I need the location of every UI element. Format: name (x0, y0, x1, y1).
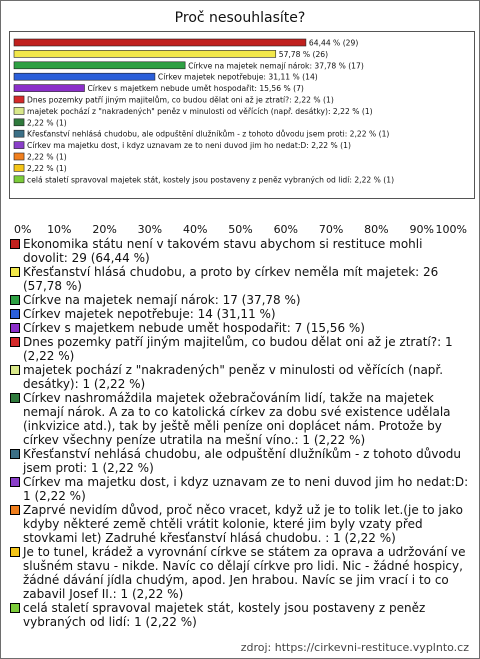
legend-item (9, 503, 469, 545)
x-tick-label: 30% (137, 223, 163, 236)
legend-swatch (10, 239, 20, 249)
x-tick-label: 100% (435, 223, 467, 236)
legend-text: celá staletí spravoval majetek stát, kostely jsou postaveny z peněz vybraných od lidí: 1 (2,22 %) (23, 601, 426, 629)
x-tick-label: 40% (182, 223, 208, 236)
legend-item (9, 475, 469, 503)
legend-text: Dnes pozemky patří jiným majitelům, co budou dělat oni až je ztratí?: 1 (2,22 %) (23, 335, 453, 363)
legend-item (9, 237, 469, 265)
legend-swatch (10, 309, 20, 319)
legend-text: Je to tunel, krádež a vyrovnání církve se státem za oprava a udržování ve slušném stavu - nikde. Navíc co dělají církve pro lidi. Nic - žádné hospicy, žádné dávání jídla chudým, apod. Jen hrabou. Navíc se jim vrací i to co zabavil Josef II.: 1 (2,22 %) (23, 545, 466, 601)
bar-label-6: majetek pochází z "nakradených" peněz v minulosti od věřících (např. desátky): 2,22 % (1) (27, 106, 373, 116)
legend-item (9, 293, 469, 307)
bar-label-1: 57,78 % (26) (278, 49, 329, 59)
bar-label-9: Církev ma majetku dost, i kdyz uznavam ze to neni duvod jim ho nedat:D: 2,22 % (1) (27, 141, 351, 151)
source-credit: zdroj: https://cirkevni-restituce.vyplnto.cz (240, 641, 469, 654)
legend-text: Zaprvé nevidím důvod, proč něco vracet, když už je to tolik let.(je to jako kdyby některé země chtěli vrátit kolonie, které jim byly vzaty před stovkami let) Zadruhé křesťanství hlásá chudobu. : 1 (2,22 %) (23, 503, 463, 545)
bar-label-12: celá staletí spravoval majetek stát, kostely jsou postaveny z peněz vybraných od lidí: 2,22 % (1) (27, 175, 395, 185)
bar-label-11: 2,22 % (1) (27, 163, 67, 173)
legend-swatch (10, 365, 20, 375)
legend-item (9, 601, 469, 629)
x-tick-label: 10% (47, 223, 72, 236)
legend-item (9, 447, 469, 475)
x-tick-label: 60% (273, 223, 299, 236)
legend-text: Církev majetek nepotřebuje: 14 (31,11 %) (23, 307, 276, 321)
x-tick-label: 90% (409, 223, 434, 236)
bar-label-3: Církev majetek nepotřebuje: 31,11 % (14) (157, 72, 318, 82)
legend-item (9, 391, 469, 447)
chart-title: Proč nesouhlasíte? (174, 10, 306, 26)
legend-text: Křesťanství nehlásá chudobu, ale odpuštění dlužníkům - z tohoto důvodu jsem proti: 1 (2,22 %) (23, 447, 462, 475)
legend-swatch (10, 393, 20, 403)
legend-item (9, 545, 469, 601)
bar-label-2: Církve na majetek nemají nárok: 37,78 % (17) (188, 61, 364, 71)
legend-swatch (10, 547, 20, 557)
legend-item (9, 265, 469, 293)
bar-label-10: 2,22 % (1) (27, 152, 67, 162)
bar-label-8: Křesťanství nehlásá chudobu, ale odpuštění dlužníkům - z tohoto důvodu jsem proti: 2,22 % (1) (27, 129, 390, 139)
legend-swatch (10, 295, 20, 305)
legend-swatch (10, 477, 20, 487)
bar-label-4: Církev s majetkem nebude umět hospodařit: 15,56 % (7) (87, 84, 304, 94)
legend-text: Církve na majetek nemají nárok: 17 (37,78 %) (23, 293, 301, 307)
legend-text: majetek pochází z "nakradených" peněz v minulosti od věřících (např. desátky): 1 (2,22 %) (23, 363, 444, 391)
legend-text: Církev ma majetku dost, i kdyz uznavam ze to neni duvod jim ho nedat:D: 1 (2,22 %) (23, 475, 469, 503)
bar-label-0: 64,44 % (29) (308, 38, 359, 48)
legend-text: Církev s majetkem nebude umět hospodařit: 7 (15,56 %) (23, 321, 365, 335)
legend-text: Ekonomika státu není v takovém stavu abychom si restituce mohli dovolit: 29 (64,44 %) (23, 237, 423, 265)
x-tick-label: 0% (14, 223, 32, 236)
bar-label-5: Dnes pozemky patří jiným majitelům, co budou dělat oni až je ztratí?: 2,22 % (1) (27, 95, 334, 105)
legend-item (9, 307, 469, 321)
legend-swatch (10, 267, 20, 277)
legend-text: Církev nashromáždila majetek ožebračováním lidí, takže na majetek nemají nárok. A za to co katolická církev za dobu své existence udělala (inkvizice atd.), tak by ještě měli peníze oni doplácet nám. Protože by církev všechny peníze utratila na mešní víno.: 1 (2,22 %) (23, 391, 451, 447)
bar-label-7: 2,22 % (1) (27, 118, 67, 128)
legend (9, 237, 469, 629)
x-tick-label: 50% (228, 223, 253, 236)
legend-swatch (10, 449, 20, 459)
x-axis (1, 1, 479, 237)
legend-swatch (10, 323, 20, 333)
legend-swatch (10, 505, 20, 515)
legend-swatch (10, 603, 20, 613)
x-tick-label: 70% (318, 223, 344, 236)
legend-text: Křesťanství hlásá chudobu, a proto by církev neměla mít majetek: 26 (57,78 %) (23, 265, 439, 293)
x-tick-label: 80% (364, 223, 389, 236)
legend-item (9, 321, 469, 335)
x-tick-label: 20% (92, 223, 117, 236)
legend-swatch (10, 337, 20, 347)
legend-item (9, 363, 469, 391)
legend-item (9, 335, 469, 363)
